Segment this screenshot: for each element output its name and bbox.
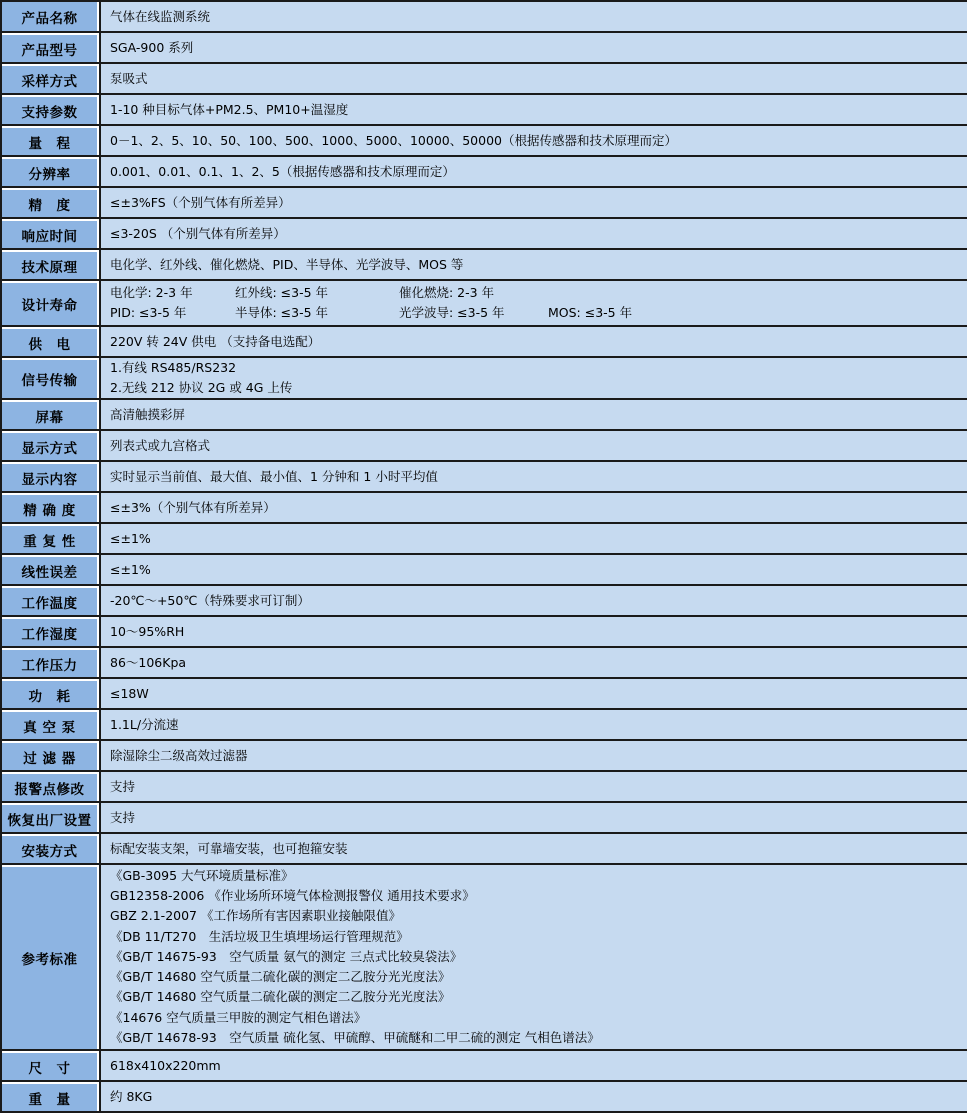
spec-value xyxy=(99,219,967,248)
spec-label: 供 电 xyxy=(2,327,99,356)
spec-value-line: 支持 xyxy=(110,809,136,825)
spec-value xyxy=(99,126,967,155)
spec-label: 显示方式 xyxy=(2,431,99,460)
spec-row xyxy=(2,281,967,327)
spec-label: 分辨率 xyxy=(2,157,99,186)
spec-row xyxy=(2,188,967,219)
spec-row xyxy=(2,219,967,250)
spec-row xyxy=(2,865,967,1051)
spec-value-line: ≤3-20S （个别气体有所差异） xyxy=(110,225,286,241)
spec-row xyxy=(2,64,967,95)
spec-row xyxy=(2,1051,967,1082)
spec-value-line: 86～106Kpa xyxy=(110,654,187,670)
spec-value xyxy=(99,1082,967,1111)
spec-value-line: 气体在线监测系统 xyxy=(110,8,211,24)
spec-label: 支持参数 xyxy=(2,95,99,124)
spec-label: 产品型号 xyxy=(2,33,99,62)
spec-value-segment: PID: ≤3-5 年 xyxy=(110,305,187,320)
spec-value-line: 《DB 11/T270 生活垃圾卫生填埋场运行管理规范》 xyxy=(110,928,409,944)
spec-value-segment: 光学波导: ≤3-5 年 xyxy=(399,305,505,320)
spec-row xyxy=(2,617,967,648)
spec-row xyxy=(2,95,967,126)
spec-row xyxy=(2,834,967,865)
spec-value xyxy=(99,555,967,584)
spec-value xyxy=(99,1051,967,1080)
spec-value-line: SGA-900 系列 xyxy=(110,39,194,55)
spec-row xyxy=(2,679,967,710)
spec-value xyxy=(99,431,967,460)
spec-value-line: GBZ 2.1-2007 《工作场所有害因素职业接触限值》 xyxy=(110,908,401,924)
spec-value-segment: MOS: ≤3-5 年 xyxy=(548,305,633,320)
spec-row xyxy=(2,157,967,188)
spec-value-line xyxy=(110,283,967,303)
spec-label: 工作湿度 xyxy=(2,617,99,646)
spec-label: 精 确 度 xyxy=(2,493,99,522)
spec-value-line: 标配安装支架，可靠墙安装，也可抱箍安装 xyxy=(110,840,348,856)
spec-value xyxy=(99,710,967,739)
spec-value-segment: 电化学: 2-3 年 xyxy=(110,285,193,300)
spec-value xyxy=(99,865,967,1049)
spec-label: 屏幕 xyxy=(2,400,99,429)
spec-value xyxy=(99,617,967,646)
spec-row xyxy=(2,772,967,803)
spec-row xyxy=(2,327,967,358)
spec-label: 真 空 泵 xyxy=(2,710,99,739)
spec-value-line: 0－1、2、5、10、50、100、500、1000、5000、10000、50000（根据传感器和技术原理而定） xyxy=(110,132,677,148)
spec-row xyxy=(2,250,967,281)
spec-value xyxy=(99,772,967,801)
spec-row xyxy=(2,524,967,555)
spec-label: 报警点修改 xyxy=(2,772,99,801)
spec-label: 参考标准 xyxy=(2,865,99,1049)
spec-value-line: 泵吸式 xyxy=(110,70,148,86)
spec-value-line: ≤±3%FS（个别气体有所差异） xyxy=(110,194,291,210)
spec-value-line: 约 8KG xyxy=(110,1088,153,1104)
spec-value xyxy=(99,358,967,398)
spec-label: 线性误差 xyxy=(2,555,99,584)
spec-value-line: 10～95%RH xyxy=(110,623,185,639)
spec-label: 工作温度 xyxy=(2,586,99,615)
spec-value-line: 《14676 空气质量三甲胺的测定气相色谱法》 xyxy=(110,1009,367,1025)
spec-value-segment: 催化燃烧: 2-3 年 xyxy=(399,285,495,300)
spec-value xyxy=(99,33,967,62)
spec-row xyxy=(2,710,967,741)
spec-row xyxy=(2,648,967,679)
spec-value xyxy=(99,493,967,522)
spec-value xyxy=(99,188,967,217)
spec-value-line: 高清触摸彩屏 xyxy=(110,406,186,422)
spec-value-line: 《GB/T 14680 空气质量二硫化碳的测定二乙胺分光光度法》 xyxy=(110,989,451,1005)
spec-value-line: 1.有线 RS485/RS232 xyxy=(110,360,237,375)
spec-row xyxy=(2,493,967,524)
spec-value xyxy=(99,250,967,279)
spec-row xyxy=(2,358,967,400)
spec-value-line: ≤±3%（个别气体有所差异） xyxy=(110,499,276,515)
spec-label: 过 滤 器 xyxy=(2,741,99,770)
spec-label: 响应时间 xyxy=(2,219,99,248)
spec-value-line: ≤18W xyxy=(110,685,149,701)
spec-row xyxy=(2,1082,967,1113)
spec-value xyxy=(99,834,967,863)
spec-row xyxy=(2,2,967,33)
spec-label: 安装方式 xyxy=(2,834,99,863)
spec-value-line: 1-10 种目标气体+PM2.5、PM10+温湿度 xyxy=(110,101,349,117)
spec-value-line: 除湿除尘二级高效过滤器 xyxy=(110,747,248,763)
spec-label: 采样方式 xyxy=(2,64,99,93)
spec-value-line: 2.无线 212 协议 2G 或 4G 上传 xyxy=(110,380,293,395)
spec-row xyxy=(2,431,967,462)
spec-row xyxy=(2,803,967,834)
spec-value-line: 《GB/T 14678-93 空气质量 硫化氢、甲硫醇、甲硫醚和二甲二硫的测定 气相色谱法》 xyxy=(110,1030,600,1046)
spec-value xyxy=(99,741,967,770)
spec-value xyxy=(99,281,967,325)
spec-value xyxy=(99,95,967,124)
spec-row xyxy=(2,126,967,157)
spec-value xyxy=(99,462,967,491)
spec-value xyxy=(99,64,967,93)
spec-label: 功 耗 xyxy=(2,679,99,708)
spec-value-line: 1.1L/分流速 xyxy=(110,716,179,732)
spec-label: 重 复 性 xyxy=(2,524,99,553)
spec-label: 信号传输 xyxy=(2,358,99,398)
spec-value xyxy=(99,648,967,677)
spec-value-line: ≤±1% xyxy=(110,530,151,546)
spec-row xyxy=(2,741,967,772)
spec-row xyxy=(2,33,967,64)
spec-row xyxy=(2,555,967,586)
spec-value-line: GB12358-2006 《作业场所环境气体检测报警仪 通用技术要求》 xyxy=(110,887,475,903)
spec-value-line: 220V 转 24V 供电 （支持备电选配） xyxy=(110,333,321,349)
spec-label: 尺 寸 xyxy=(2,1051,99,1080)
spec-label: 设计寿命 xyxy=(2,281,99,325)
spec-value-line: 列表式或九宫格式 xyxy=(110,437,211,453)
spec-value-line: 《GB/T 14680 空气质量二硫化碳的测定二乙胺分光光度法》 xyxy=(110,969,451,985)
spec-value xyxy=(99,157,967,186)
spec-value-line xyxy=(110,303,967,323)
spec-value-line: 618x410x220mm xyxy=(110,1057,221,1073)
spec-row xyxy=(2,462,967,493)
spec-label: 工作压力 xyxy=(2,648,99,677)
spec-value-line: 支持 xyxy=(110,778,136,794)
spec-value xyxy=(99,586,967,615)
spec-value-line: 0.001、0.01、0.1、1、2、5（根据传感器和技术原理而定） xyxy=(110,163,455,179)
spec-value-line: 《GB-3095 大气环境质量标准》 xyxy=(110,867,294,883)
spec-value xyxy=(99,2,967,31)
spec-label: 精 度 xyxy=(2,188,99,217)
spec-label: 恢复出厂设置 xyxy=(2,803,99,832)
spec-value-line: 《GB/T 14675-93 空气质量 氨气的测定 三点式比较臭袋法》 xyxy=(110,948,463,964)
spec-value-line: -20℃～+50℃（特殊要求可订制） xyxy=(110,592,310,608)
spec-value-line: 实时显示当前值、最大值、最小值、1 分钟和 1 小时平均值 xyxy=(110,468,438,484)
spec-label: 产品名称 xyxy=(2,2,99,31)
spec-value-segment: 红外线: ≤3-5 年 xyxy=(235,285,329,300)
spec-value-segment: 半导体: ≤3-5 年 xyxy=(235,305,329,320)
spec-label: 显示内容 xyxy=(2,462,99,491)
spec-label: 技术原理 xyxy=(2,250,99,279)
spec-value xyxy=(99,679,967,708)
spec-label: 量 程 xyxy=(2,126,99,155)
spec-row xyxy=(2,400,967,431)
spec-value-line: 电化学、红外线、催化燃烧、PID、半导体、光学波导、MOS 等 xyxy=(110,256,464,272)
spec-label: 重 量 xyxy=(2,1082,99,1111)
spec-value xyxy=(99,803,967,832)
spec-value-line: ≤±1% xyxy=(110,561,151,577)
spec-value xyxy=(99,400,967,429)
spec-value xyxy=(99,524,967,553)
spec-value xyxy=(99,327,967,356)
spec-row xyxy=(2,586,967,617)
